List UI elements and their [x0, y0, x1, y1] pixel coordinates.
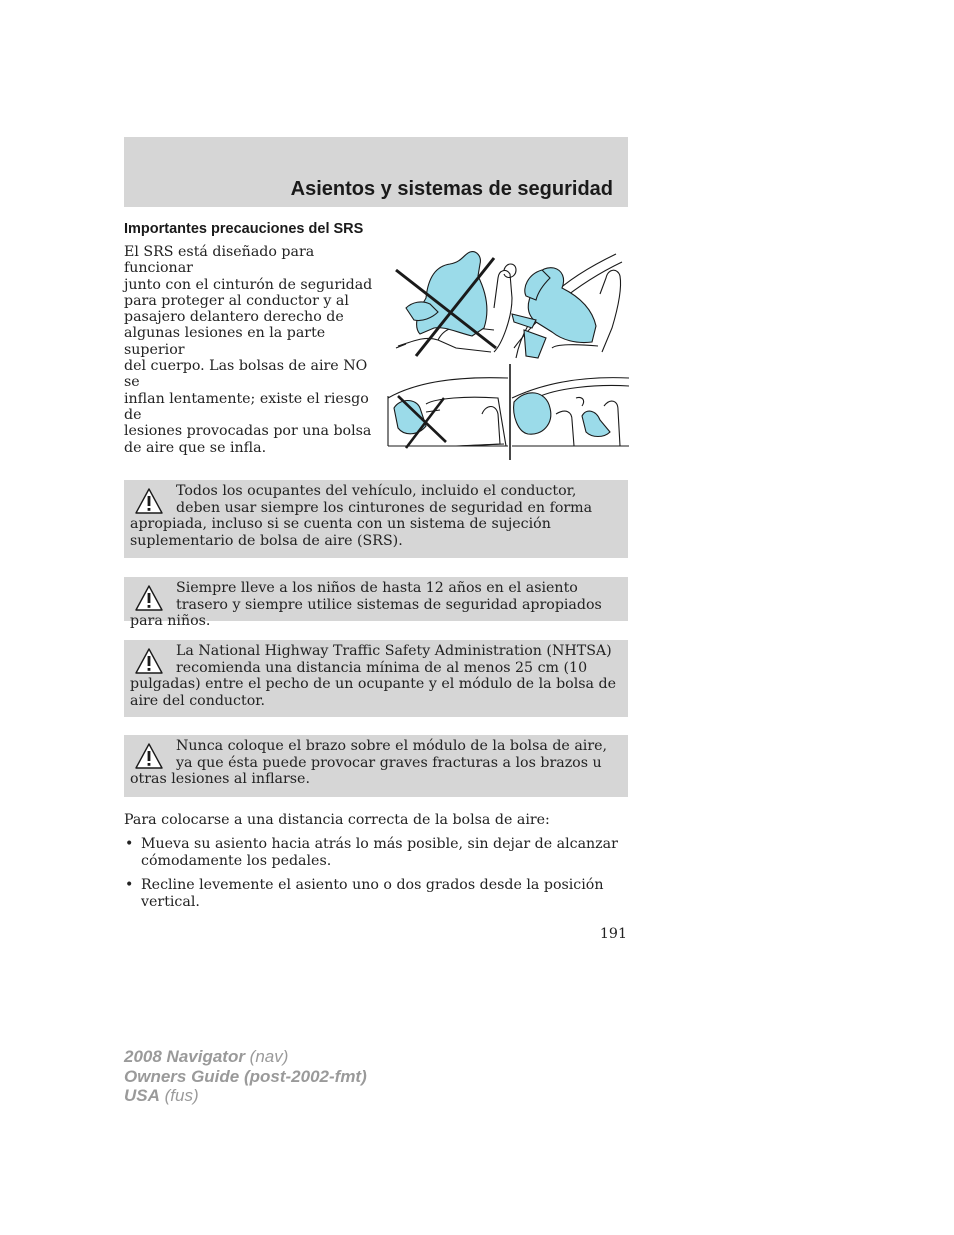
body-lead: Para colocarse a una distancia correcta de la bolsa de aire: — [124, 812, 550, 828]
warning-box — [124, 640, 628, 717]
document-footer — [124, 1047, 367, 1106]
chapter-title: Asientos y sistemas de seguridad — [290, 178, 613, 200]
intro-line: del cuerpo. Las bolsas de aire NO se — [124, 358, 368, 391]
car-cutaway-correct-icon — [512, 378, 629, 446]
warning-box — [124, 735, 628, 797]
warning-box — [124, 480, 628, 558]
airbag-wrong-position-icon — [396, 252, 516, 356]
intro-paragraph — [124, 244, 380, 456]
warning-box — [124, 577, 628, 630]
intro-line: pasajero delantero derecho de — [124, 309, 344, 326]
footer-market-code: (fus) — [159, 1086, 199, 1105]
footer-guide: Owners Guide (post-2002-fmt) — [124, 1066, 367, 1086]
chapter-header-band — [124, 137, 628, 207]
list-item-text: Mueva su asiento hacia atrás lo más posible, sin dejar de alcanzar cómodamente los pedales. — [141, 836, 618, 869]
bullet-icon: • — [125, 877, 134, 893]
footer-model: 2008 Navigator — [124, 1047, 245, 1066]
warning-triangle-icon — [134, 584, 164, 612]
warning-text: Siempre lleve a los niños de hasta 12 años en el asiento trasero y siempre utilice sistemas de seguridad apropiados para niños. — [130, 580, 602, 630]
warning-triangle-icon — [134, 487, 164, 515]
car-cutaway-wrong-icon — [388, 378, 508, 448]
airbag-illustration — [386, 248, 629, 462]
footer-model-code: (nav) — [244, 1047, 289, 1066]
list-item — [124, 836, 628, 869]
intro-line: lesiones provocadas por una bolsa — [124, 423, 372, 440]
intro-line: algunas lesiones en la parte superior — [124, 325, 326, 358]
list-item — [124, 877, 628, 910]
warning-text: La National Highway Traffic Safety Administration (NHTSA) recomienda una distancia mínima de al menos 25 cm (10 pulgadas) entre el pecho de un ocupante y el módulo de la bolsa de aire del conductor. — [130, 643, 616, 709]
intro-line: junto con el cinturón de seguridad — [124, 276, 373, 293]
intro-line: para proteger al conductor y al — [124, 292, 349, 309]
intro-line: de aire que se infla. — [124, 439, 267, 456]
warning-triangle-icon — [134, 647, 164, 675]
warning-triangle-icon — [134, 742, 164, 770]
list-item-text: Recline levemente el asiento uno o dos grados desde la posición vertical. — [141, 877, 604, 910]
page-number: 191 — [599, 926, 627, 942]
section-heading: Importantes precauciones del SRS — [124, 221, 364, 237]
airbag-correct-position-icon — [512, 254, 622, 358]
bullet-icon: • — [125, 836, 134, 852]
intro-line: El SRS está diseñado para funcionar — [124, 244, 315, 277]
footer-market: USA — [124, 1086, 160, 1105]
warning-text: Nunca coloque el brazo sobre el módulo de la bolsa de aire, ya que ésta puede provocar graves fracturas a los brazos u otras lesiones al inflarse. — [130, 738, 608, 788]
intro-line: inflan lentamente; existe el riesgo de — [124, 390, 369, 423]
warning-text: Todos los ocupantes del vehículo, incluido el conductor, deben usar siempre los cinturones de seguridad en forma apropiada, incluso si se cuenta con un sistema de sujeción suplementario de bolsa de aire (SRS). — [130, 483, 593, 549]
